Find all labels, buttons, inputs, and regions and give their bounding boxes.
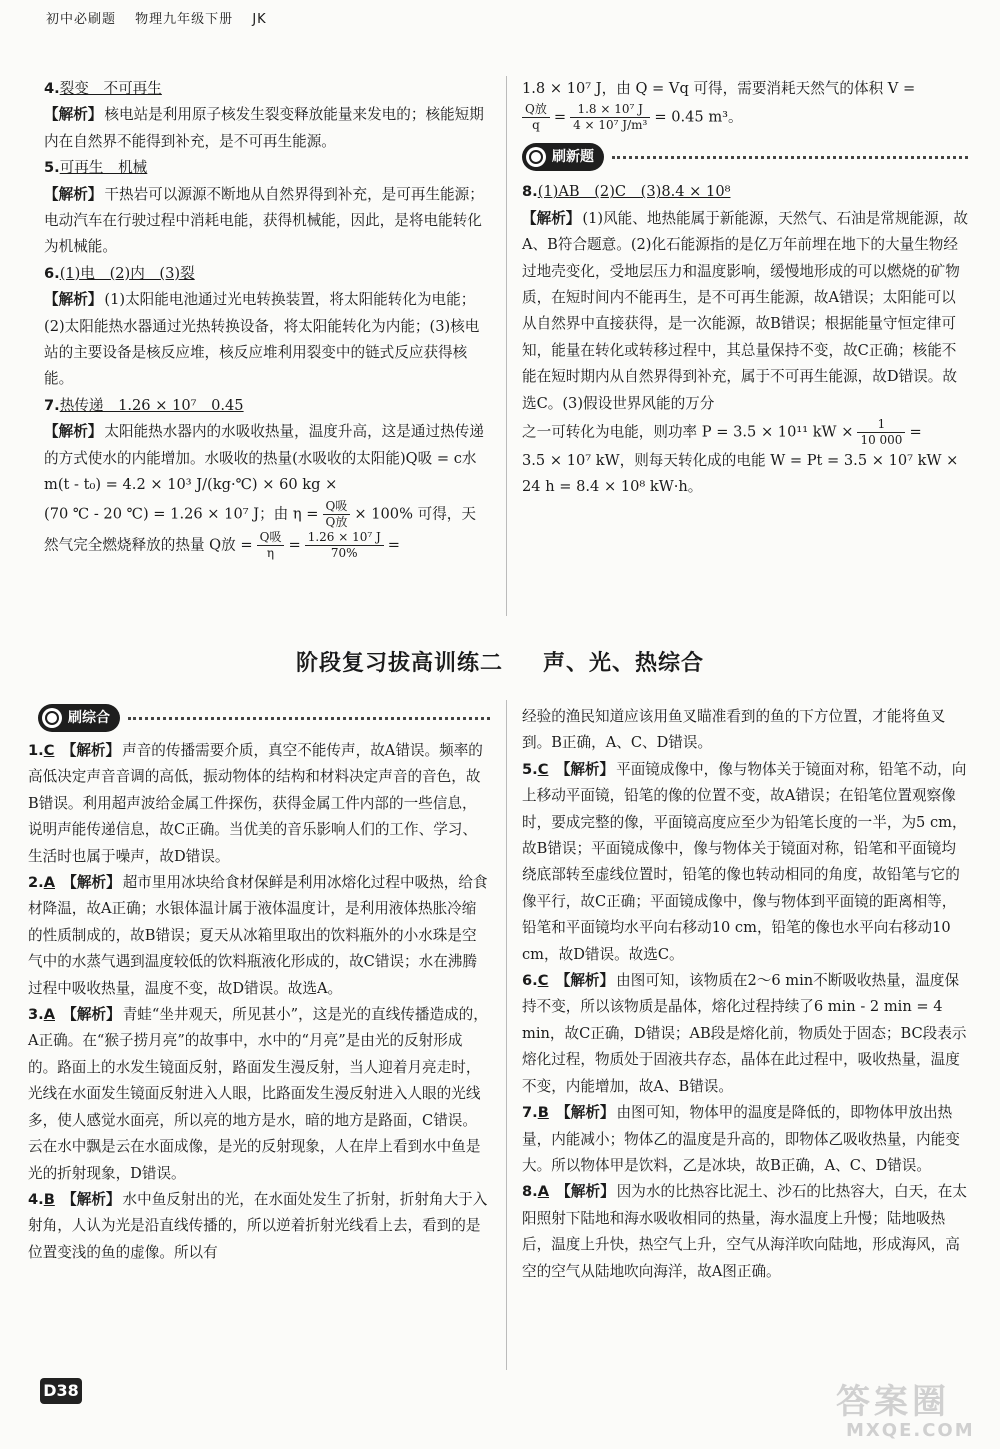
section-badge-new: 刷新题	[522, 143, 968, 171]
watermark-url: MXQE.COM	[846, 1420, 975, 1441]
answer: B	[43, 1190, 55, 1208]
analysis-text: 超市里用冰块给食材保鲜是利用冰熔化过程中吸热，给食材降温，故A正确；水银体温计属于液体温度计，是利用液体热胀冷缩的性质制成的，故B错误；夏天从冰箱里取出的饮料瓶外的小水珠是空气中的水蒸气遇到温度较低的饮料瓶液化形成的，故C错误；水在沸腾过程中吸收热量，温度不变，故D错误。故选A。	[28, 874, 488, 997]
answer: B	[537, 1104, 549, 1122]
analysis-text: 核电站是利用原子核发生裂变释放能量来发电的；核能短期内在自然界不能得到补充，是不可再生能源。	[44, 106, 484, 150]
subject-name: 物理九年级下册	[135, 12, 234, 27]
answer: C	[537, 972, 549, 990]
analysis-text: 由图可知，该物质在2～6 min不断吸收热量，温度保持不变，所以该物质是晶体，熔化过程持续了6 min - 2 min = 4 min，故C正确，D错误；AB段是熔化前，物质处于固态；BC段表示熔化过程，物质处于固液共存态，晶体在此过程中，吸收热量，温度不变，内能增加，故A、B错误。	[522, 972, 967, 1095]
answer: A	[43, 1006, 55, 1024]
bulb-icon	[526, 147, 546, 167]
fraction: $\frac{\text{Q吸}}{\text{Q放}}$	[323, 499, 351, 530]
bottom-left-column	[28, 704, 490, 1266]
analysis-text: (1)风能、地热能属于新能源，天然气、石油是常规能源，故A、B符合题意。(2)化石能源指的是亿万年前埋在地下的大量生物经过地壳变化，受地层压力和温度影响，缓慢地形成的可以燃烧的矿物质，在短时间内不能再生，是不可再生能源，故A错误；太阳能可以从自然界中直接获得，是一次能源，故B错误；根据能量守恒定律可知，能量在转化或转移过程中，其总量保持不变，故C正确；核能不能在短时期内从自然界得到补充，属于不可再生能源，故D错误。故选C。(3)假设世界风能的万分	[522, 209, 968, 412]
answer-item-5: 5.可再生 机械 【解析】 干热岩可以源源不断地从自然界得到补充，是可再生能源；电动汽车在行驶过程中消耗电能，获得机械能，因此，是将电能转化为机械能。	[44, 159, 484, 256]
answer-item-5b: 5.C 【解析】 平面镜成像中，像与物体关于镜面对称，铅笔不动，向上移动平面镜，铅笔的像的位置不变，故A错误；在铅笔位置观察像时，要成完整的像，平面镜高度应至少为铅笔长度的一半，为5 cm，故B错误；平面镜成像中，像与物体关于镜面对称，铅笔和平面镜均绕底部转至虚线位置时，铅笔的像也转动相同的角度，故铅笔与它的像平行，故C正确；平面镜成像中，像与物体到平面镜的距离相等，铅笔和平面镜均水平向右移动10 cm，铅笔的像也水平向右移动10 cm，故D错误。故选C。	[522, 760, 967, 963]
answer-item-3: 3.A 【解析】 青蛙“坐井观天，所见甚小”，这是光的直线传播造成的，A正确。在“猴子捞月亮”的故事中，水中的“月亮”是由光的反射形成的。路面上的水发生镜面反射，路面发生漫反射，当人迎着月亮走时，光线在水面发生镜面反射进入人眼，比路面发生漫反射进入人眼的光线多，使人感觉水面亮，所以亮的地方是水，暗的地方是路面，C错误。云在水中飘是云在水面成像，是光的反射现象，人在岸上看到水中鱼是光的折射现象，D错误。	[28, 1006, 488, 1182]
section-title	[0, 646, 1000, 677]
dotted-divider	[612, 156, 968, 159]
analysis-text: 水中鱼反射出的光，在水面处发生了折射，折射角大于入射角，人认为光是沿直线传播的，所以逆着折射光线看上去，看到的是位置变浅的鱼的虚像。所以有	[28, 1190, 488, 1261]
answer-item-6: 6.(1)电 (2)内 (3)裂 【解析】 (1)太阳能电池通过光电转换装置，将太阳能转化为电能；(2)太阳能热水器通过光热转换设备，将太阳能转化为内能；(3)核电站的主要设备是核反应堆，核反应堆利用裂变中的链式反应获得核能。	[44, 264, 480, 388]
answer: (1)AB (2)C (3)8.4 × 10⁸	[537, 183, 731, 201]
fraction: $\frac{\text{1.8 × 10⁷ J}}{\text{4 × 10⁷ J/m³}}$	[570, 102, 650, 133]
continued-text: 经验的渔民知道应该用鱼叉瞄准看到的鱼的下方位置，才能将鱼叉到。B正确，A、C、D错误。	[522, 708, 946, 752]
bulb-icon	[42, 708, 62, 728]
column-divider-top	[506, 76, 507, 616]
answer: C	[537, 760, 549, 778]
analysis-text: (1)太阳能电池通过光电转换装置，将太阳能转化为电能；(2)太阳能热水器通过光热转换设备，将太阳能转化为内能；(3)核电站的主要设备是核反应堆，核反应堆利用裂变中的链式反应获得核能。	[44, 291, 480, 388]
edition: JK	[252, 12, 267, 27]
column-divider-bottom	[506, 700, 507, 1370]
answer-item-1: 1.C 【解析】 声音的传播需要介质，真空不能传声，故A错误。频率的高低决定声音音调的高低，振动物体的结构和材料决定声音的音色，故B错误。利用超声波给金属工件探伤，获得金属工件内部的一些信息，说明声能传递信息，故C正确。当优美的音乐影响人们的工作、学习、生活时也属于噪声，故D错误。	[28, 742, 483, 865]
running-header	[46, 8, 281, 27]
answer-item-8: 8.(1)AB (2)C (3)8.4 × 10⁸ 【解析】 (1)风能、地热能属于新能源，天然气、石油是常规能源，故A、B符合题意。(2)化石能源指的是亿万年前埋在地下的大量生物经过地壳变化，受地层压力和温度影响，缓慢地形成的可以燃烧的矿物质，在短时间内不能再生，是不可再生能源，故A错误；太阳能可以从自然界中直接获得，是一次能源，故B错误；根据能量守恒定律可知，能量在转化或转移过程中，其总量保持不变，故C正确；核能不能在短时期内从自然界得到补充，属于不可再生能源，故D错误。故选C。(3)假设世界风能的万分 之一可转化为电能，则功率 P = 3.5 × 10¹¹ kW × $\frac{1}{10 000}$ = 3.5 × 10⁷ kW，则每天转化成的电能 W = Pt = 3.5 × 10⁷ kW × 24 h = 8.4 × 10⁸ kW·h。	[522, 183, 968, 496]
dotted-divider	[128, 717, 490, 720]
fraction: $\frac{\text{Q吸}}{\eta}$	[257, 530, 285, 561]
section-badge-comprehensive: 刷综合	[38, 704, 490, 732]
answer-item-6b: 6.C 【解析】 由图可知，该物质在2～6 min不断吸收热量，温度保持不变，所以该物质是晶体，熔化过程持续了6 min - 2 min = 4 min，故C正确，D错误；AB段是熔化前，物质处于固态；BC段表示熔化过程，物质处于固液共存态，晶体在此过程中，吸收热量，温度不变，内能增加，故A、B错误。	[522, 972, 967, 1095]
analysis-text: 干热岩可以源源不断地从自然界得到补充，是可再生能源；电动汽车在行驶过程中消耗电能，获得机械能，因此，是将电能转化为机械能。	[44, 185, 484, 256]
section-title-sub: 声、光、热综合	[543, 651, 705, 676]
watermark-logo: 答案圈	[836, 1382, 950, 1422]
book-name: 初中必刷题	[46, 12, 117, 27]
analysis-text: 青蛙“坐井观天，所见甚小”，这是光的直线传播造成的，A正确。在“猴子捞月亮”的故事中，水中的“月亮”是由光的反射形成的。路面上的水发生镜面反射，路面发生漫反射，当人迎着月亮走时，光线在水面发生镜面反射进入人眼，比路面发生漫反射进入人眼的光线多，使人感觉水面亮，所以亮的地方是水，暗的地方是路面，C错误。云在水中飘是云在水面成像，是光的反射现象，人在岸上看到水中鱼是光的折射现象，D错误。	[28, 1006, 488, 1182]
watermark	[836, 1384, 986, 1444]
answer-item-8b: 8.A 【解析】 因为水的比热容比泥土、沙石的比热容大，白天，在太阳照射下陆地和海水吸收相同的热量，海水温度上升慢；陆地吸热后，温度上升快，热空气上升，空气从海洋吹向陆地，形成海风，高空的空气从陆地吹向海洋，故A图正确。	[522, 1183, 967, 1280]
fraction: $\frac{\text{1.26 × 10⁷ J}}{70\%}$	[305, 530, 384, 561]
answer-item-2: 2.A 【解析】 超市里用冰块给食材保鲜是利用冰熔化过程中吸热，给食材降温，故A正确；水银体温计属于液体温度计，是利用液体热胀冷缩的性质制成的，故B错误；夏天从冰箱里取出的饮料瓶外的小水珠是空气中的水蒸气遇到温度较低的饮料瓶液化形成的，故C错误；水在沸腾过程中吸收热量，温度不变，故D错误。故选A。	[28, 874, 488, 997]
fraction: $\frac{1}{10 000}$	[857, 417, 905, 448]
answer: (1)电 (2)内 (3)裂	[59, 264, 195, 282]
continued-text: 1.8 × 10⁷ J，由 Q = Vq 可得，需要消耗天然气的体积 V = $\frac{\text{Q放}}{q}$ = $\frac{\text{1.8 × 10⁷ J}}{\text{4 × 10⁷ J/m³}}$ = 0.45 m³。	[522, 80, 916, 133]
analysis-text: 平面镜成像中，像与物体关于镜面对称，铅笔不动，向上移动平面镜，铅笔的像的位置不变，故A错误；在铅笔位置观察像时，要成完整的像，平面镜高度应至少为铅笔长度的一半，为5 cm，故B错误；平面镜成像中，像与物体关于镜面对称，铅笔和平面镜均绕底部转至虚线位置时，铅笔的像也转动相同的角度，故铅笔与它的像平行，故C正确；平面镜成像中，像与物体到平面镜的距离相等，铅笔和平面镜均水平向右移动10 cm，铅笔的像也水平向右移动10 cm，故D错误。故选C。	[522, 760, 967, 963]
answer: 热传递 1.26 × 10⁷ 0.45	[59, 396, 244, 414]
page-number: D38	[40, 1378, 82, 1404]
analysis-text: 因为水的比热容比泥土、沙石的比热容大，白天，在太阳照射下陆地和海水吸收相同的热量，海水温度上升慢；陆地吸热后，温度上升快，热空气上升，空气从海洋吹向陆地，形成海风，高空的空气从陆地吹向海洋，故A图正确。	[522, 1183, 967, 1280]
analysis-text: 太阳能热水器内的水吸收热量，温度升高，这是通过热传递的方式使水的内能增加。水吸收的热量(水吸收的太阳能)Q吸 = c水m(t - t₀) = 4.2 × 10³ J/(kg·℃) × 60 kg ×	[44, 423, 484, 494]
answer: 裂变 不可再生	[59, 80, 162, 97]
fraction: $\frac{\text{Q放}}{q}$	[522, 102, 550, 133]
bottom-right-column	[522, 704, 968, 1285]
answer: C	[43, 742, 55, 759]
analysis-text: 声音的传播需要介质，真空不能传声，故A错误。频率的高低决定声音音调的高低，振动物体的结构和材料决定声音的音色，故B错误。利用超声波给金属工件探伤，获得金属工件内部的一些信息，说明声能传递信息，故C正确。当优美的音乐影响人们的工作、学习、生活时也属于噪声，故D错误。	[28, 742, 483, 865]
top-left-column	[44, 76, 490, 561]
top-right-column	[522, 76, 968, 501]
answer: A	[537, 1183, 549, 1201]
answer-item-4: 4.裂变 不可再生 【解析】 核电站是利用原子核发生裂变释放能量来发电的；核能短期内在自然界不能得到补充，是不可再生能源。	[44, 80, 484, 150]
section-title-main: 阶段复习拔高训练二	[295, 651, 503, 676]
answer-item-7: 7.热传递 1.26 × 10⁷ 0.45 【解析】 太阳能热水器内的水吸收热量，温度升高，这是通过热传递的方式使水的内能增加。水吸收的热量(水吸收的太阳能)Q吸 = c水m(t - t₀) = 4.2 × 10³ J/(kg·℃) × 60 kg × (70 ℃ - 20 ℃) = 1.26 × 10⁷ J；由 η = $\frac{\text{Q吸}}{\text{Q放}}$ × 100% 可得，天 然气完全燃烧释放的热量 Q放 = $\frac{\text{Q吸}}{\eta}$ = $\frac{\text{1.26 × 10⁷ J}}{70\%}$ =	[44, 396, 484, 560]
answer: 可再生 机械	[59, 159, 148, 177]
answer: A	[43, 874, 55, 892]
answer-item-4b: 4.B 【解析】 水中鱼反射出的光，在水面处发生了折射，折射角大于入射角，人认为光是沿直线传播的，所以逆着折射光线看上去，看到的是位置变浅的鱼的虚像。所以有	[28, 1190, 488, 1261]
answer-item-7b: 7.B 【解析】 由图可知，物体甲的温度是降低的，即物体甲放出热量，内能减小；物体乙的温度是升高的，即物体乙吸收热量，内能变大。所以物体甲是饮料，乙是冰块，故B正确，A、C、D错误。	[522, 1104, 960, 1174]
analysis-text: 由图可知，物体甲的温度是降低的，即物体甲放出热量，内能减小；物体乙的温度是升高的，即物体乙吸收热量，内能变大。所以物体甲是饮料，乙是冰块，故B正确，A、C、D错误。	[522, 1104, 960, 1174]
